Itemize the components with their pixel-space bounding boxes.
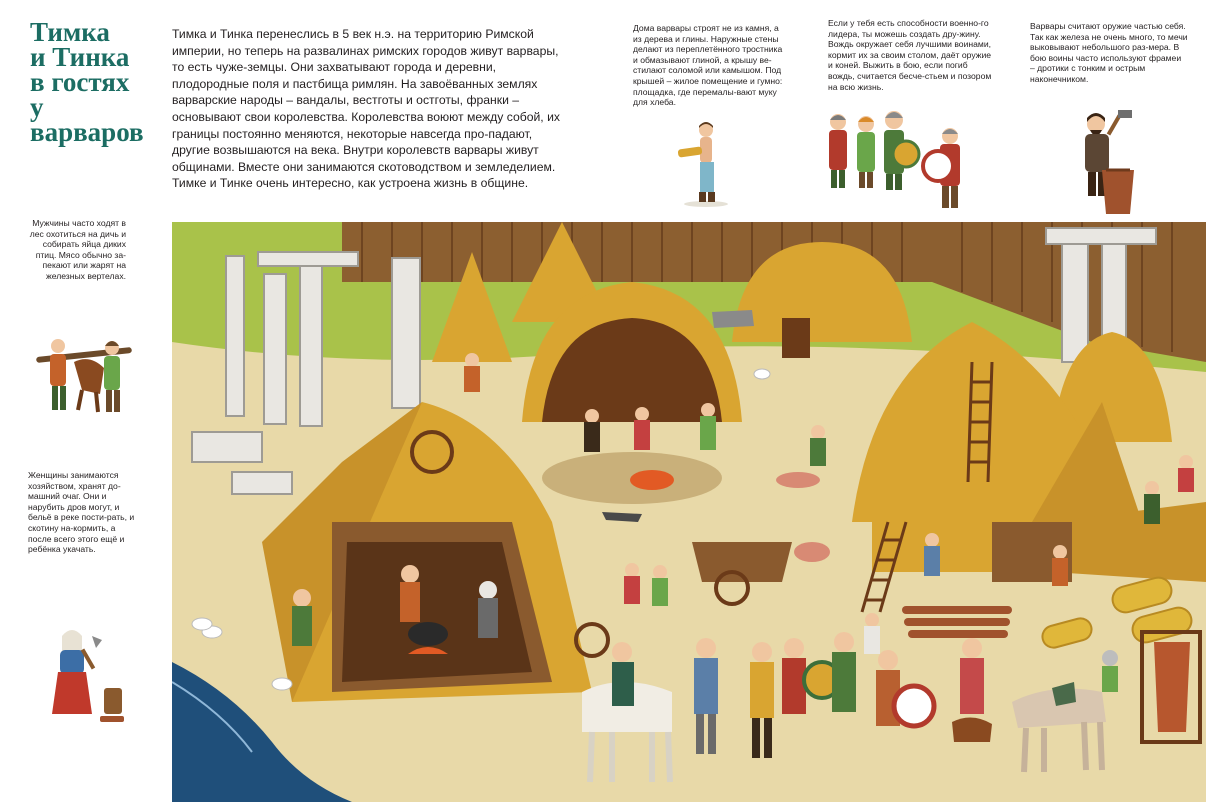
caption-weapons: Варвары считают оружие частью себя. Так как железа не очень много, то мечи выковывают небольшого раз-мера. В бою воины часто используют фрамеи – дротики с тонким и острым наконечником.: [1030, 21, 1188, 84]
village-scene-illustration: [172, 222, 1206, 802]
woman-chopping-wood-illustration: [34, 622, 130, 728]
caption-women: Женщины занимаются хозяйством, хранят до-машний очаг. Они и нарубить дров могут, и бельё в реке пости-рать, и скотину на-кормить, а после всего этого ещё и ребёнка укачать.: [28, 470, 135, 555]
caption-houses: Дома варвары строят не из камня, а из дерева и глины. Наружные стены делают из переплетённого тростника и обмазывают глиной, а крышу ве-стилают соломой или камышом. Под крышей – жилое помещение и гумно: площадка, где перемалы-вают муку для хлеба.: [633, 23, 783, 108]
caption-hunting: Мужчины часто ходят в лес охотиться на дичь и собирать яйца диких птиц. Мясо обычно за-пекают или жарят на железных вертелах.: [29, 218, 126, 281]
man-carrying-wood-illustration: [672, 118, 740, 208]
blacksmith-illustration: [1068, 106, 1146, 218]
warband-illustration: [818, 106, 968, 218]
caption-leader: Если у тебя есть способности военно-го лидера, ты можешь создать дру-жину. Вождь окружает себя лучшими воинами, кормит их за своим столом, даёт оружие и коней. Выжить в бою, если погиб вождь, считается бесче-стьем и позором на всю жизнь.: [828, 18, 992, 92]
page-title: Тимка и Тинка в гостях у варваров: [30, 17, 144, 147]
intro-text: Тимка и Тинка перенеслись в 5 век н.э. на территорию Римской империи, но теперь на развалинах римских городов живут варвары, то есть чуже-земцы. Они захватывают города и деревни, плодородные поля и пастбища римлян. На завоёванных землях варварские народы – вандалы, вестготы и остготы, франки – основывают свои королевства. Королевства воюют между собой, их границы постоянно меняются, некоторые навсегда про-падают, другие возвышаются на века. Внутри королевств варвары живут общинами. Вместе они занимаются скотоводством и земледелием. Тимке и Тинке очень интересно, как устроена жизнь в общине.: [172, 27, 560, 191]
hunters-illustration: [34, 330, 134, 422]
